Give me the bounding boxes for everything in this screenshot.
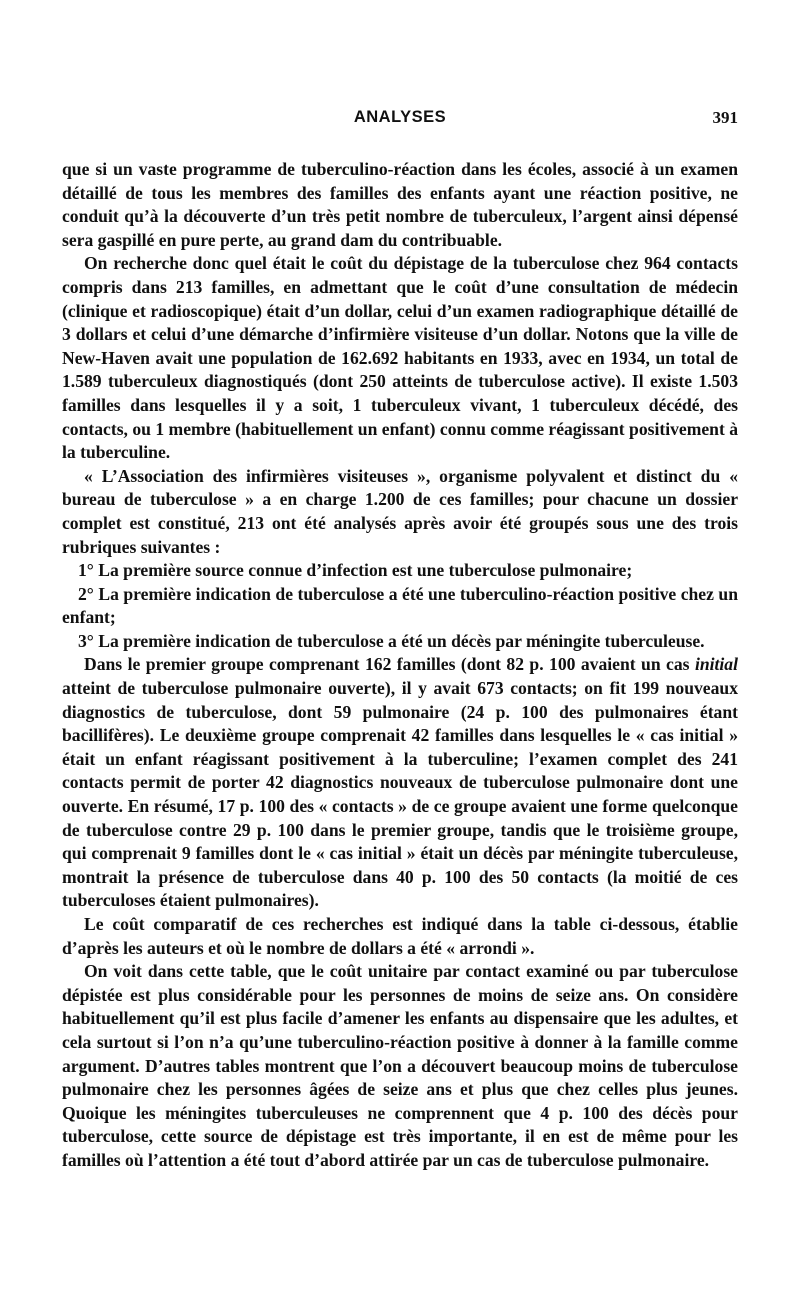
list-item-1: 1° La première source connue d’infection est une tuberculose pulmonaire;: [78, 560, 633, 581]
running-title: ANALYSES: [353, 108, 447, 126]
list-item-2: 2° La première indication de tuberculose a été une tuberculino-réaction positive chez un enfant;: [62, 583, 738, 628]
paragraph-cost-study: On recherche donc quel était le coût du dépistage de la tuberculose chez 964 contacts compris dans 213 familles, en admettant que le coût d’une consultation de médecin (clinique et radioscopique) était d’un dollar, celui d’un examen radiographique détaillé de 3 dollars et celui d’une démarche d’infirmière visiteuse d’un dollar. Notons que la ville de New-Haven avait une population de 162.692 habitants en 1933, avec en 1934, un total de 1.589 tuberculeux diagnostiqués (dont 250 atteints de tuberculose active). Il existe 1.503 familles dans lesquelles il y a soit, 1 tuberculeux vivant, 1 tuberculeux décédé, des contacts, ou 1 membre (habituellement un enfant) connu comme réagissant positivement à la tuberculine.: [62, 253, 739, 463]
paragraph-continuation: que si un vaste programme de tuberculino-réaction dans les écoles, associé à un examen détaillé de tous les membres des familles des enfants ayant une réaction positive, ne conduit qu’à la découverte d’un très petit nombre de tuberculeux, l’argent ainsi dépensé sera gaspillé en pure perte, au grand dam du contribuable.: [62, 159, 738, 250]
paragraph-groups-rest: atteint de tuberculose pulmonaire ouverte), il y avait 673 contacts; on fit 199 nouveaux diagnostics de tuberculose, dont 59 pulmonaire (24 p. 100 des pulmonaires étant bacillifères). Le deuxième groupe comprenait 42 familles dans lesquelles le « cas initial » était un enfant réagissant positivement à la tuberculine; l’examen complet des 241 contacts permit de porter 42 diagnostics nouveaux de tuberculose pulmonaire dont une ouverte. En résumé, 17 p. 100 des « contacts » de ce groupe avaient une forme quelconque de tuberculose contre 29 p. 100 dans le premier groupe, tandis que le troisième groupe, qui comprenait 9 familles dont le « cas initial » était un décès par méningite tuberculeuse, montrait la présence de tuberculose dans 40 p. 100 des 50 contacts (la moitié de ces tuberculoses étaient pulmonaires).: [62, 678, 738, 911]
paragraph-comparative-cost: Le coût comparatif de ces recherches est indiqué dans la table ci-dessous, établie d’après les auteurs et où le nombre de dollars a été « arrondi ».: [62, 914, 738, 958]
page-number: 391: [712, 108, 738, 127]
page: [62, 108, 738, 1173]
list-item-3: 3° La première indication de tuberculose a été un décès par méningite tuberculeuse.: [78, 630, 705, 651]
paragraph-conclusion: On voit dans cette table, que le coût unitaire par contact examiné ou par tuberculose dépistée est plus considérable pour les personnes de moins de seize ans. On considère habituellement qu’il est plus facile d’amener les enfants au dispensaire que les adultes, et cela surtout si l’on n’a qu’une tuberculino-réaction positive à donner à la famille comme argument. D’autres tables montrent que l’on a découvert beaucoup moins de tuberculose pulmonaire chez les personnes âgées de seize ans et plus que chez celles plus jeunes. Quoique les méningites tuberculeuses ne comprennent que 4 p. 100 des décès pour tuberculose, cette source de dépistage est très importante, il en est de même pour les familles où l’attention a été tout d’abord attirée par un cas de tuberculose pulmonaire.: [62, 961, 738, 1170]
italic-term-initial: initial: [694, 654, 738, 675]
paragraph-groups: [62, 653, 738, 913]
paragraph-groups-start: Dans le premier groupe comprenant 162 familles (dont 82 p. 100 avaient un cas: [84, 654, 690, 675]
article-body: [62, 158, 738, 1173]
paragraph-association: « L’Association des infirmières visiteuses », organisme polyvalent et distinct du « bureau de tuberculose » a en charge 1.200 de ces familles; pour chacune un dossier complet est constitué, 213 ont été analysés après avoir été groupés sous une des trois rubriques suivantes :: [62, 465, 738, 557]
running-header: [62, 108, 738, 136]
